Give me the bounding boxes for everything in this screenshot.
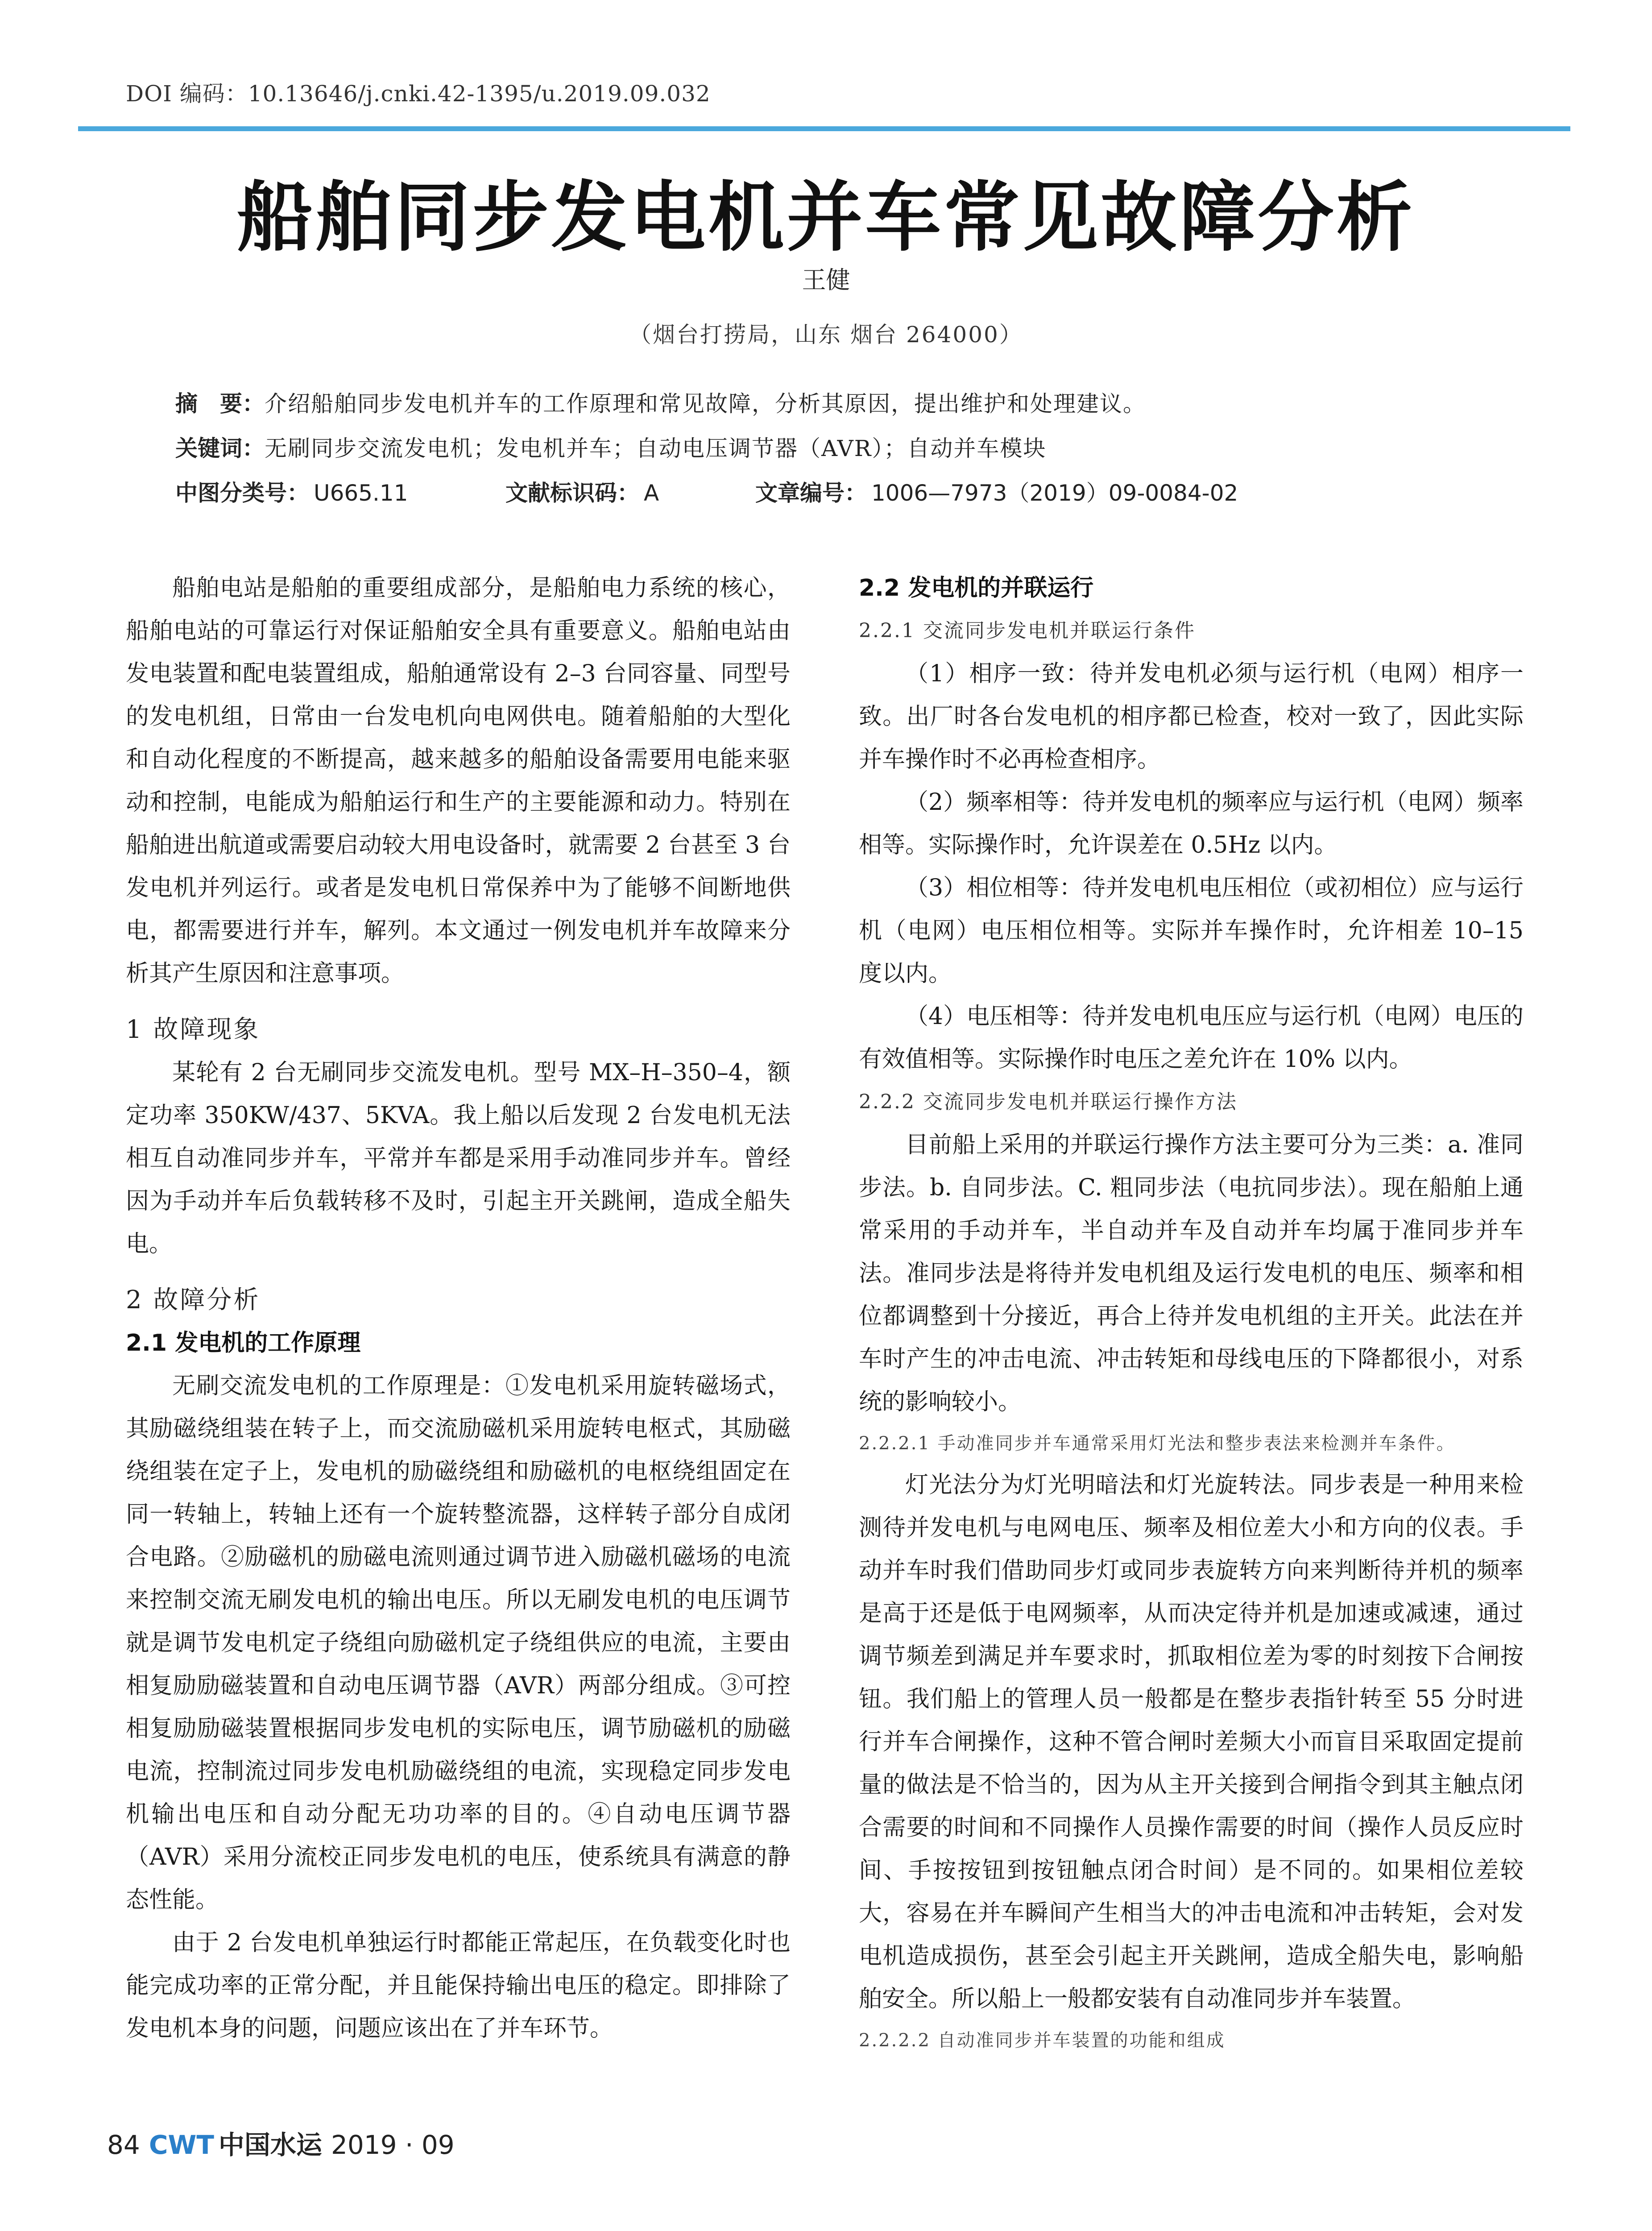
section-2-2-2-paragraph: 目前船上采用的并联运行操作方法主要可分为三类：a. 准同步法。b. 自同步法。C. 粗同步法（电抗同步法）。现在船舶上通常采用的手动并车，半自动并车及自动并车均属于准同步并车法。准同步法是将待并发电机组及运行发电机的电压、频率和相位都调整到十分接近，再合上待并发电机组的主开关。此法在并车时产生的冲击电流、冲击转矩和母线电压的下降都很小，对系统的影响较小。 (859, 1132, 1524, 1415)
section-2-2-1-heading: 2.2.1 交流同步发电机并联运行条件 (859, 619, 1196, 642)
section-2-2-2-2-heading: 2.2.2.2 自动准同步并车装置的功能和组成 (859, 2030, 1226, 2051)
condition-1: （1）相序一致：待并发电机必须与运行机（电网）相序一致。出厂时各台发电机的相序都已检查，校对一致了，因此实际并车操作时不必再检查相序。 (859, 660, 1524, 773)
condition-3: （3）相位相等：待并发电机电压相位（或初相位）应与运行机（电网）电压相位相等。实际并车操作时，允许相差 10–15 度以内。 (859, 875, 1524, 987)
section-2-1-paragraph-2: 由于 2 台发电机单独运行时都能正常起压，在负载变化时也能完成功率的正常分配，并且能保持输出电压的稳定。即排除了发电机本身的问题，问题应该出在了并车环节。 (126, 1929, 791, 2042)
section-2-2-heading: 2.2 发电机的并联运行 (859, 575, 1094, 601)
article-no-label: 文章编号： (755, 480, 867, 506)
intro-paragraph: 船舶电站是船舶的重要组成部分，是船舶电力系统的核心，船舶电站的可靠运行对保证船舶安全具有重要意义。船舶电站由发电装置和配电装置组成，船舶通常设有 2–3 台同容量、同型号的发电机组，日常由一台发电机向电网供电。随着船舶的大型化和自动化程度的不断提高，越来越多的船舶设备需要用电能来驱动和控制，电能成为船舶运行和生产的主要能源和动力。特别在船舶进出航道或需要启动较大用电设备时，就需要 2 台甚至 3 台发电机并列运行。或者是发电机日常保养中为了能够不间断地供电，都需要进行并车，解列。本文通过一例发电机并车故障来分析其产生原因和注意事项。 (126, 575, 791, 987)
journal-name: 中国水运 (218, 2130, 322, 2160)
section-2-2-2-heading: 2.2.2 交流同步发电机并联运行操作方法 (859, 1091, 1238, 1113)
abstract-line (175, 386, 1514, 418)
doc-code-label: 文献标识码： (505, 480, 639, 506)
page-number: 84 (107, 2130, 140, 2160)
header-rule (78, 126, 1570, 131)
clc-label: 中图分类号： (175, 480, 309, 506)
right-column (859, 567, 1524, 2061)
condition-4: （4）电压相等：待并发电机电压应与运行机（电网）电压的有效值相等。实际操作时电压之差允许在 10% 以内。 (859, 1003, 1524, 1073)
keywords-text: 无刷同步交流发电机；发电机并车；自动电压调节器（AVR）；自动并车模块 (265, 435, 1047, 461)
issue-date: 2019 · 09 (331, 2130, 455, 2160)
doc-code-value: A (644, 480, 659, 506)
article-no-value: 1006—7973（2019）09-0084-02 (871, 480, 1238, 506)
section-2-1-heading: 2.1 发电机的工作原理 (126, 1330, 361, 1356)
journal-logo: CWT (149, 2130, 214, 2160)
keywords-line (175, 431, 1514, 463)
keywords-label: 关键词： (175, 435, 265, 461)
abstract-label: 摘 要： (175, 391, 265, 417)
clc-value: U665.11 (314, 480, 408, 506)
section-2-1-paragraph-1: 无刷交流发电机的工作原理是：①发电机采用旋转磁场式，其励磁绕组装在转子上，而交流励磁机采用旋转电枢式，其励磁绕组装在定子上，发电机的励磁绕组和励磁机的电枢绕组固定在同一转轴上，转轴上还有一个旋转整流器，这样转子部分自成闭合电路。②励磁机的励磁电流则通过调节进入励磁机磁场的电流来控制交流无刷发电机的输出电压。所以无刷发电机的电压调节就是调节发电机定子绕组向励磁机定子绕组供应的电流，主要由相复励励磁装置和自动电压调节器（AVR）两部分组成。③可控相复励励磁装置根据同步发电机的实际电压，调节励磁机的励磁电流，控制流过同步发电机励磁绕组的电流，实现稳定同步发电机输出电压和自动分配无功功率的目的。④自动电压调节器（AVR）采用分流校正同步发电机的电压，使系统具有满意的静态性能。 (126, 1373, 791, 1913)
abstract-text: 介绍船舶同步发电机并车的工作原理和常见故障，分析其原因，提出维护和处理建议。 (265, 391, 1146, 417)
section-2-2-2-1-heading: 2.2.2.1 手动准同步并车通常采用灯光法和整步表法来检测并车条件。 (859, 1433, 1456, 1454)
section-1-paragraph: 某轮有 2 台无刷同步交流发电机。型号 MX–H–350–4，额定功率 350KW/437、5KVA。我上船以后发现 2 台发电机无法相互自动准同步并车，平常并车都是采用手动准同步并车。曾经因为手动并车后负载转移不及时，引起主开关跳闸，造成全船失电。 (126, 1059, 791, 1257)
section-2-heading: 2 故障分析 (126, 1286, 261, 1315)
doi-line: DOI 编码：10.13646/j.cnki.42-1395/u.2019.09.032 (126, 81, 711, 107)
condition-2: （2）频率相等：待并发电机的频率应与运行机（电网）频率相等。实际操作时，允许误差在 0.5Hz 以内。 (859, 789, 1524, 858)
doc-code-group (505, 475, 659, 507)
author-affiliation: （烟台打捞局，山东 烟台 264000） (629, 322, 1023, 348)
section-2-2-2-1-paragraph: 灯光法分为灯光明暗法和灯光旋转法。同步表是一种用来检测待并发电机与电网电压、频率及相位差大小和方向的仪表。手动并车时我们借助同步灯或同步表旋转方向来判断待并机的频率是高于还是低于电网频率，从而决定待并机是加速或减速，通过调节频差到满足并车要求时，抓取相位差为零的时刻按下合闸按钮。我们船上的管理人员一般都是在整步表指针转至 55 分时进行并车合闸操作，这种不管合闸时差频大小而盲目采取固定提前量的做法是不恰当的，因为从主开关接到合闸指令到其主触点闭合需要的时间和不同操作人员操作需要的时间（操作人员反应时间、手按按钮到按钮触点闭合时间）是不同的。如果相位差较大，容易在并车瞬间产生相当大的冲击电流和冲击转矩，会对发电机造成损伤，甚至会引起主开关跳闸，造成全船失电，影响船舶安全。所以船上一般都安装有自动准同步并车装置。 (859, 1472, 1524, 2012)
left-column (126, 567, 791, 2050)
section-1-heading: 1 故障现象 (126, 1015, 261, 1044)
article-no-group (755, 475, 1238, 507)
author-name: 王健 (802, 266, 850, 294)
article-title: 船舶同步发电机并车常见故障分析 (237, 173, 1415, 262)
page-footer (107, 2124, 455, 2161)
clc-group (175, 475, 408, 507)
